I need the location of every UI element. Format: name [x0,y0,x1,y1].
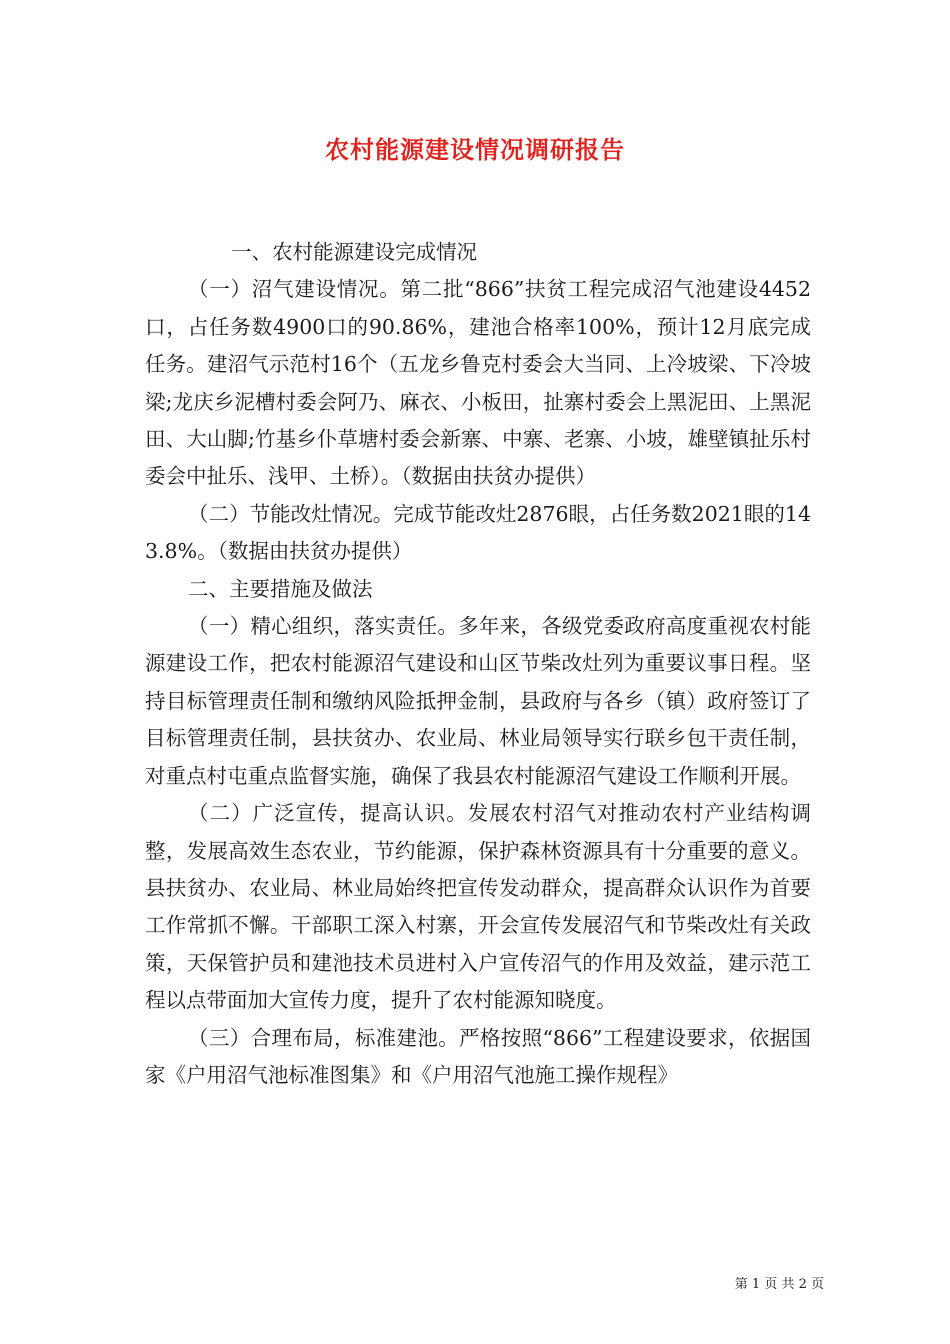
paragraph-layout: （三）合理布局，标准建池。严格按照“866”工程建设要求，依据国家《户用沼气池标准图集》和《户用沼气池施工操作规程》 [145,1025,811,1087]
page-number: 第 1 页 共 2 页 [734,1277,824,1292]
document-title: 农村能源建设情况调研报告 [325,135,625,164]
paragraph-publicity: （二）广泛宣传，提高认识。发展农村沼气对推动农村产业结构调整，发展高效生态农业，节约能源，保护森林资源具有十分重要的意义。县扶贫办、农业局、林业局始终把宣传发动群众，提高群众认识作为首要工作常抓不懈。干部职工深入村寨，开会宣传发展沼气和节柴改灶有关政策，天保管护员和建池技术员进村入户宣传沼气的作用及效益，建示范工程以点带面加大宣传力度，提升了农村能源知晓度。 [145,801,811,1013]
section-heading-2: 二、主要措施及做法 [188,576,373,601]
document-body [145,234,811,1094]
section-heading-1: 一、农村能源建设完成情况 [231,240,478,264]
paragraph-organization: （一）精心组织，落实责任。多年来，各级党委政府高度重视农村能源建设工作，把农村能源沼气建设和山区节柴改灶列为重要议事日程。坚持目标管理责任制和缴纳风险抵押金制，县政府与各乡（镇）政府签订了目标管理责任制，县扶贫办、农业局、林业局领导实行联乡包干责任制，对重点村屯重点监督实施，确保了我县农村能源沼气建设工作顺利开展。 [145,614,811,788]
paragraph-biogas: （一）沼气建设情况。第二批“866”扶贫工程完成沼气池建设4452口，占任务数4900口的90.86%，建池合格率100%，预计12月底完成任务。建沼气示范村16个（五龙乡鲁克村委会大当同、上冷坡梁、下冷坡梁;龙庆乡泥槽村委会阿乃、麻衣、小板田，扯寨村委会上黑泥田、上黑泥田、大山脚;竹基乡仆草塘村委会新寨、中寨、老寨、小坡，雄壁镇扯乐村委会中扯乐、浅甲、土桥）。（数据由扶贫办提供） [145,277,811,489]
paragraph-stove: （二）节能改灶情况。完成节能改灶2876眼，占任务数2021眼的143.8%。（数据由扶贫办提供） [145,501,811,564]
